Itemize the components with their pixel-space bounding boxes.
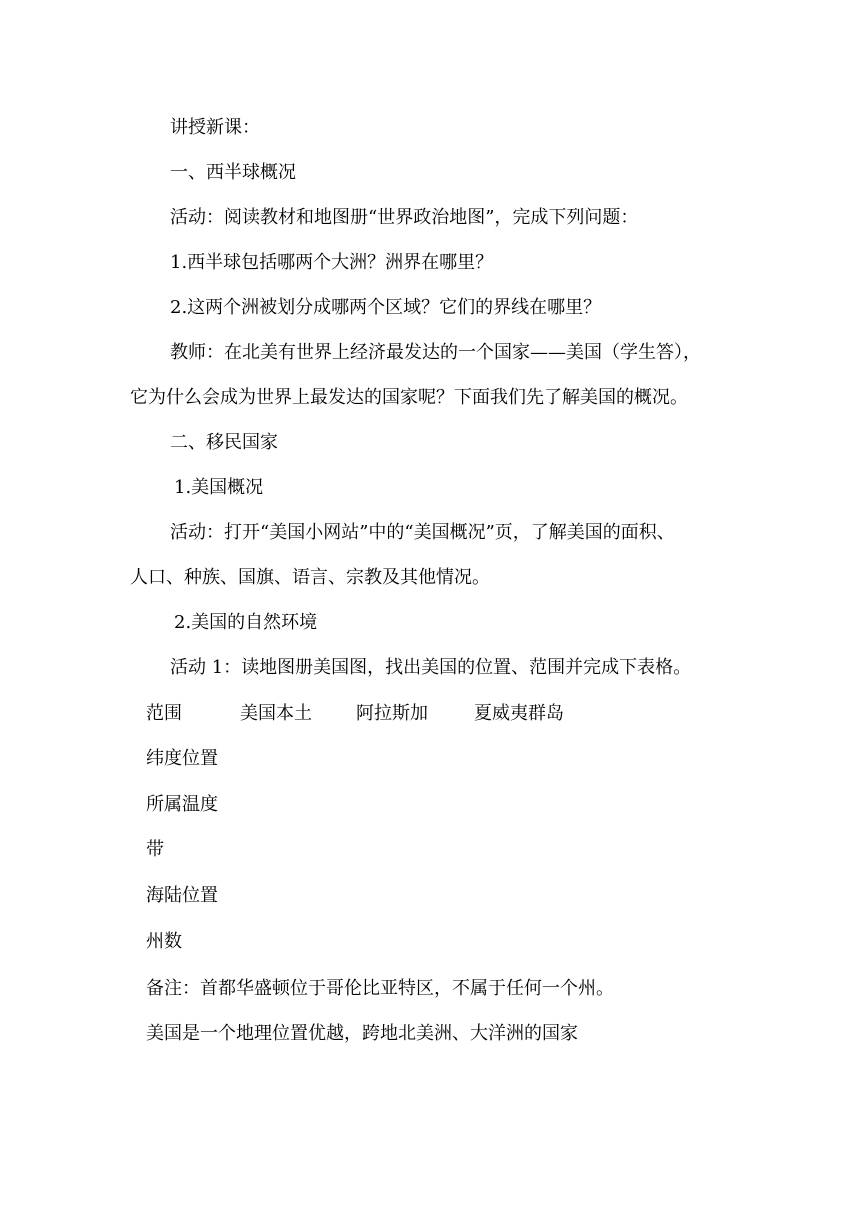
table-row-label: 海陆位置 xyxy=(146,885,218,906)
activity-3-instruction: 活动 1：读地图册美国图，找出美国的位置、范围并完成下表格。 xyxy=(170,657,692,678)
table-header-cell: 美国本土 xyxy=(240,703,312,724)
table-header-cell: 范围 xyxy=(146,703,182,724)
teacher-paragraph-line-1: 教师：在北美有世界上经济最发达的一个国家——美国（学生答）， xyxy=(170,342,701,363)
activity-instruction: 活动：阅读教材和地图册“世界政治地图”，完成下列问题： xyxy=(170,207,639,228)
table-header-row xyxy=(146,703,596,725)
lesson-heading: 讲授新课： xyxy=(170,117,260,138)
subsection-natural-environment: 2.美国的自然环境 xyxy=(174,612,318,633)
question-1: 1.西半球包括哪两个大洲？洲界在哪里？ xyxy=(170,252,494,273)
section-title-immigrant-country: 二、移民国家 xyxy=(170,432,278,453)
table-row-label: 所属温度 xyxy=(146,794,218,815)
table-header-cell: 阿拉斯加 xyxy=(356,703,428,724)
section-title-western-hemisphere: 一、西半球概况 xyxy=(170,162,296,183)
table-header-cell: 夏威夷群岛 xyxy=(474,703,564,724)
subsection-us-overview: 1.美国概况 xyxy=(174,477,264,498)
table-row-label: 州数 xyxy=(146,931,182,952)
table-row-label: 带 xyxy=(146,839,164,860)
question-2: 2.这两个洲被划分成哪两个区域？它们的界线在哪里？ xyxy=(170,297,602,318)
activity-2-line-1: 活动：打开“美国小网站”中的“美国概况”页，了解美国的面积、 xyxy=(170,522,675,543)
table-row-label: 纬度位置 xyxy=(146,748,218,769)
teacher-paragraph-line-2: 它为什么会成为世界上最发达的国家呢？下面我们先了解美国的概况。 xyxy=(130,387,688,408)
conclusion-text: 美国是一个地理位置优越，跨地北美洲、大洋洲的国家 xyxy=(146,1023,578,1044)
note-text: 备注：首都华盛顿位于哥伦比亚特区，不属于任何一个州。 xyxy=(146,978,614,999)
activity-2-line-2: 人口、种族、国旗、语言、宗教及其他情况。 xyxy=(130,567,490,588)
